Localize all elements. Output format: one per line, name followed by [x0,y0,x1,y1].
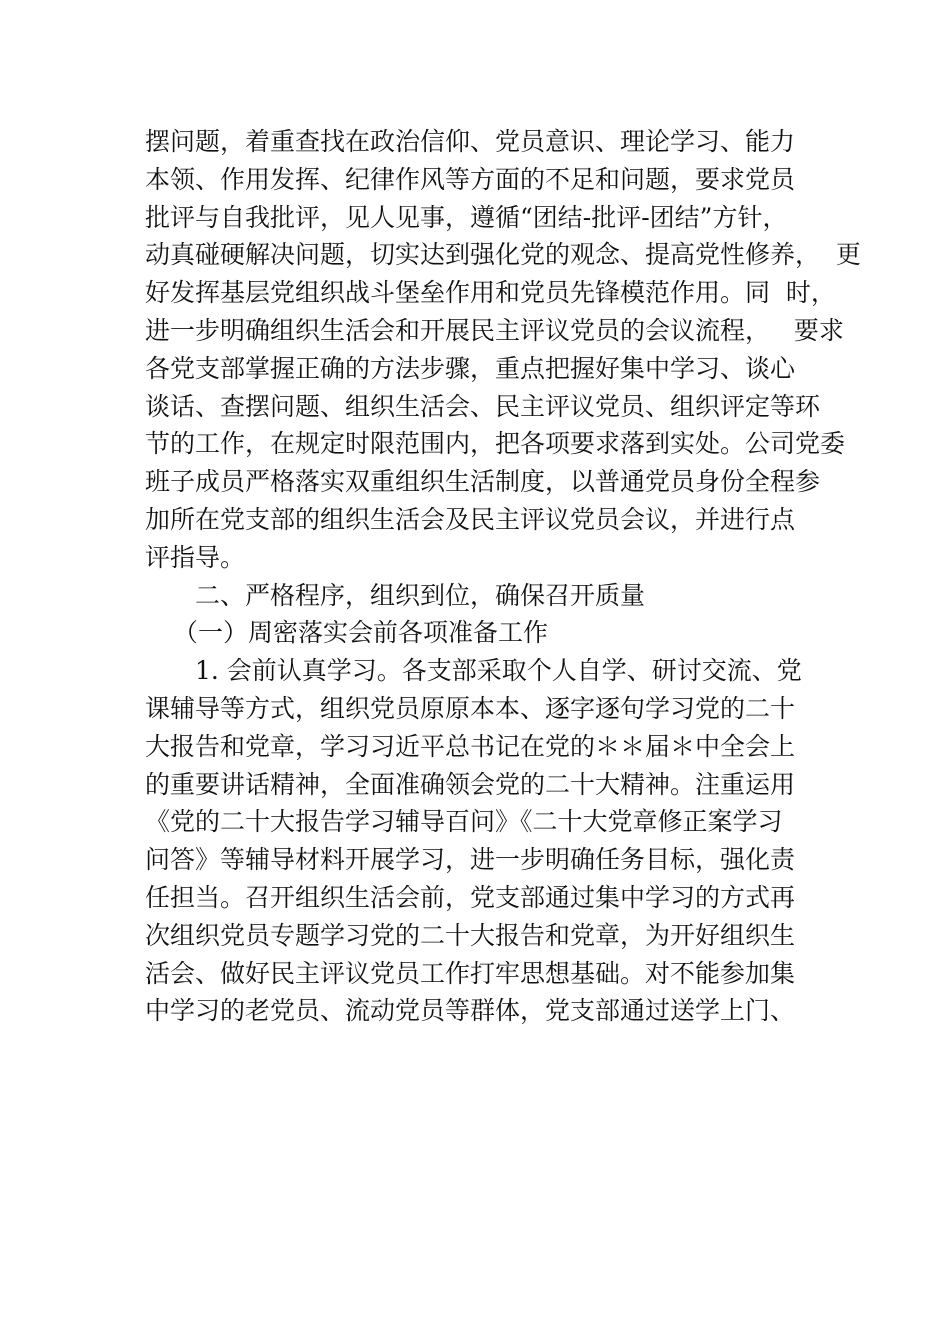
body-line: 课辅导等方式，组织党员原原本本、逐字逐句学习党的二十 [145,693,796,723]
body-line: 的重要讲话精神，全面准确领会党的二十大精神。注重运用 [145,769,796,799]
section-heading: 二、严格程序，组织到位，确保召开质量 [195,580,646,610]
body-line: 动真碰硬解决问题，切实达到强化党的观念、提高党性修养， 更 [145,240,861,270]
body-line: 节的工作，在规定时限范围内，把各项要求落到实处。公司党委 [145,429,846,459]
body-line: 中学习的老党员、流动党员等群体，党支部通过送学上门、 [145,996,796,1026]
body-line: 次组织党员专题学习党的二十大报告和党章，为开好组织生 [145,920,796,950]
body-line: 任担当。召开组织生活会前，党支部通过集中学习的方式再 [145,882,796,912]
body-line: 问答》等辅导材料开展学习，进一步明确任务目标，强化责 [145,845,796,875]
body-line: 本领、作用发挥、纪律作风等方面的不足和问题，要求党员 [145,164,796,194]
body-line: 各党支部掌握正确的方法步骤，重点把握好集中学习、谈心 [145,353,796,383]
body-line: 大报告和党章，学习习近平总书记在党的＊＊届＊中全会上 [145,731,796,761]
body-line: 加所在党支部的组织生活会及民主评议党员会议，并进行点 [145,504,796,534]
body-line: 班子成员严格落实双重组织生活制度，以普通党员身份全程参 [145,467,821,497]
subsection-heading: （一）周密落实会前各项准备工作 [173,618,549,648]
body-line: 《党的二十大报告学习辅导百问》《二十大党章修正案学习 [145,807,783,837]
body-line: 摆问题，着重查找在政治信仰、党员意识、理论学习、能力 [145,127,796,156]
numbered-paragraph-start: 1. 会前认真学习。各支部采取个人自学、研讨交流、党 [195,656,802,686]
body-line: 好发挥基层党组织战斗堡垒作用和党员先锋模范作用。同 时， [145,278,836,308]
body-line: 评指导。 [145,542,246,572]
body-line: 谈话、查摆问题、组织生活会、民主评议党员、组织评定等环 [145,391,821,421]
document-body [145,123,861,1030]
body-line: 活会、做好民主评议党员工作打牢思想基础。对不能参加集 [145,958,796,988]
body-line: 进一步明确组织生活会和开展民主评议党员的会议流程， 要求 [145,315,844,345]
body-line: 批评与自我批评，见人见事，遵循“团结-批评-团结”方针， [145,202,788,232]
